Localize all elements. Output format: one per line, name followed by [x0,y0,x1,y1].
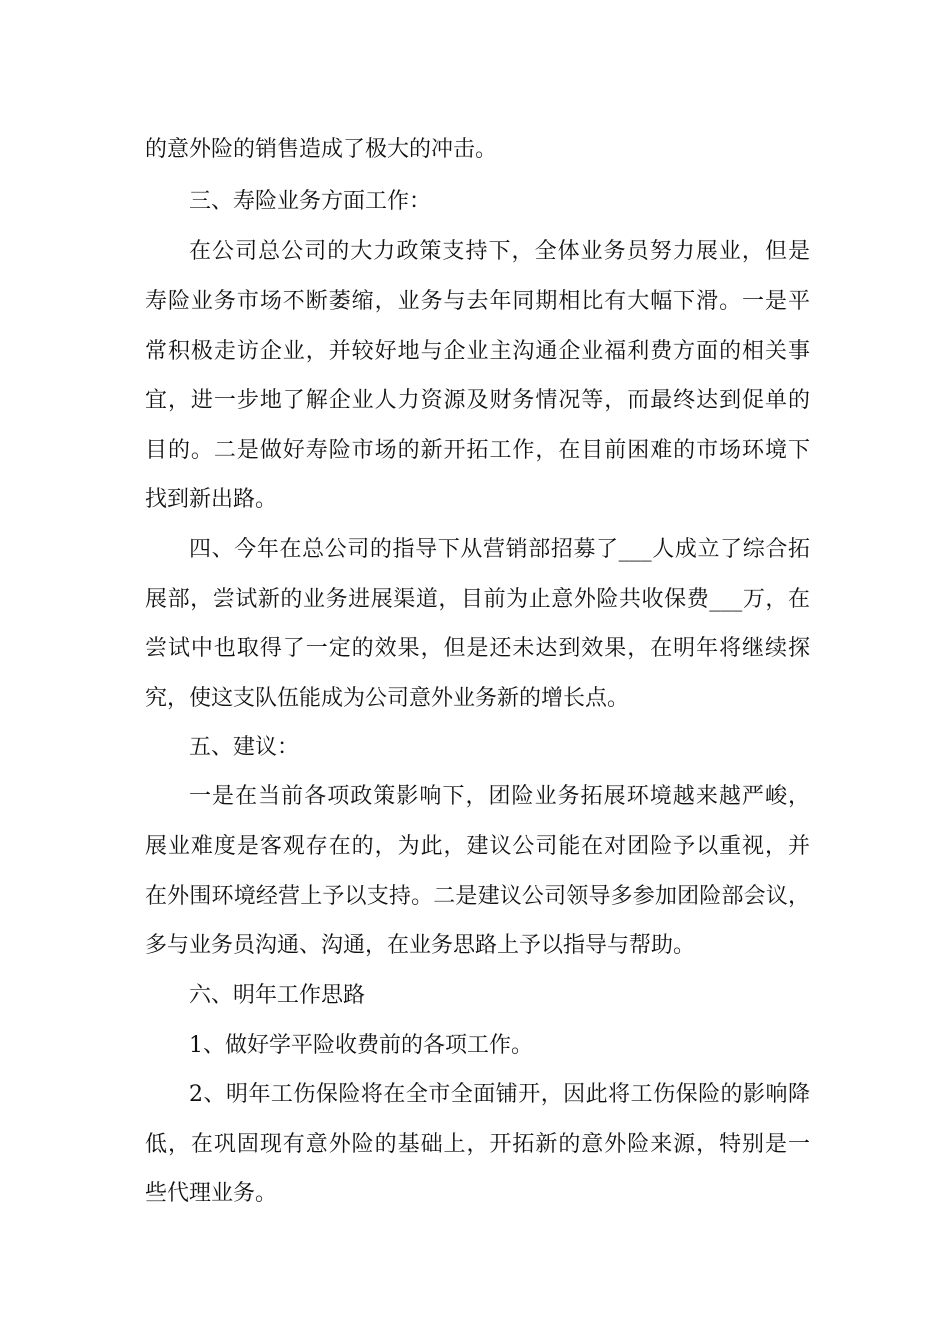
text-line: 究，使这支队伍能成为公司意外业务新的增长点。 [145,686,630,711]
text-line: 低，在巩固现有意外险的基础上，开拓新的意外险来源，特别是一 [145,1132,810,1157]
text-line: 目的。二是做好寿险市场的新开拓工作，在目前困难的市场环境下 [145,438,810,463]
text-line: 找到新出路。 [145,487,278,512]
text-line: 在公司总公司的大力政策支持下，全体业务员努力展业，但是 [189,239,810,264]
text-line: 尝试中也取得了一定的效果，但是还未达到效果，在明年将继续探 [145,636,810,661]
list-item: 1、做好学平险收费前的各项工作。 [189,1033,533,1058]
text-line: 些代理业务。 [145,1181,278,1206]
section-heading: 五、建议： [189,735,300,760]
text-line: 多与业务员沟通、沟通，在业务思路上予以指导与帮助。 [145,933,696,958]
text-line: 展业难度是客观存在的，为此，建议公司能在对团险予以重视，并 [145,834,810,859]
text-line: 一是在当前各项政策影响下，团险业务拓展环境越来越严峻， [189,784,810,809]
text-line: 宜，进一步地了解企业人力资源及财务情况等，而最终达到促单的 [145,388,810,413]
section-heading: 三、寿险业务方面工作： [189,189,432,214]
text-line: 的意外险的销售造成了极大的冲击。 [145,137,498,162]
text-line: 展部，尝试新的业务进展渠道，目前为止意外险共收保费___万，在 [145,587,810,612]
text-line: 在外围环境经营上予以支持。二是建议公司领导多参加团险部会议， [145,884,810,909]
list-item: 2、明年工伤保险将在全市全面铺开，因此将工伤保险的影响降 [189,1082,810,1107]
text-line: 常积极走访企业，并较好地与企业主沟通企业福利费方面的相关事 [145,339,810,364]
section-heading: 四、今年在总公司的指导下从营销部招募了___人成立了综合拓 [189,537,810,562]
section-heading: 六、明年工作思路 [189,983,366,1008]
text-line: 寿险业务市场不断萎缩，业务与去年同期相比有大幅下滑。一是平 [145,289,810,314]
